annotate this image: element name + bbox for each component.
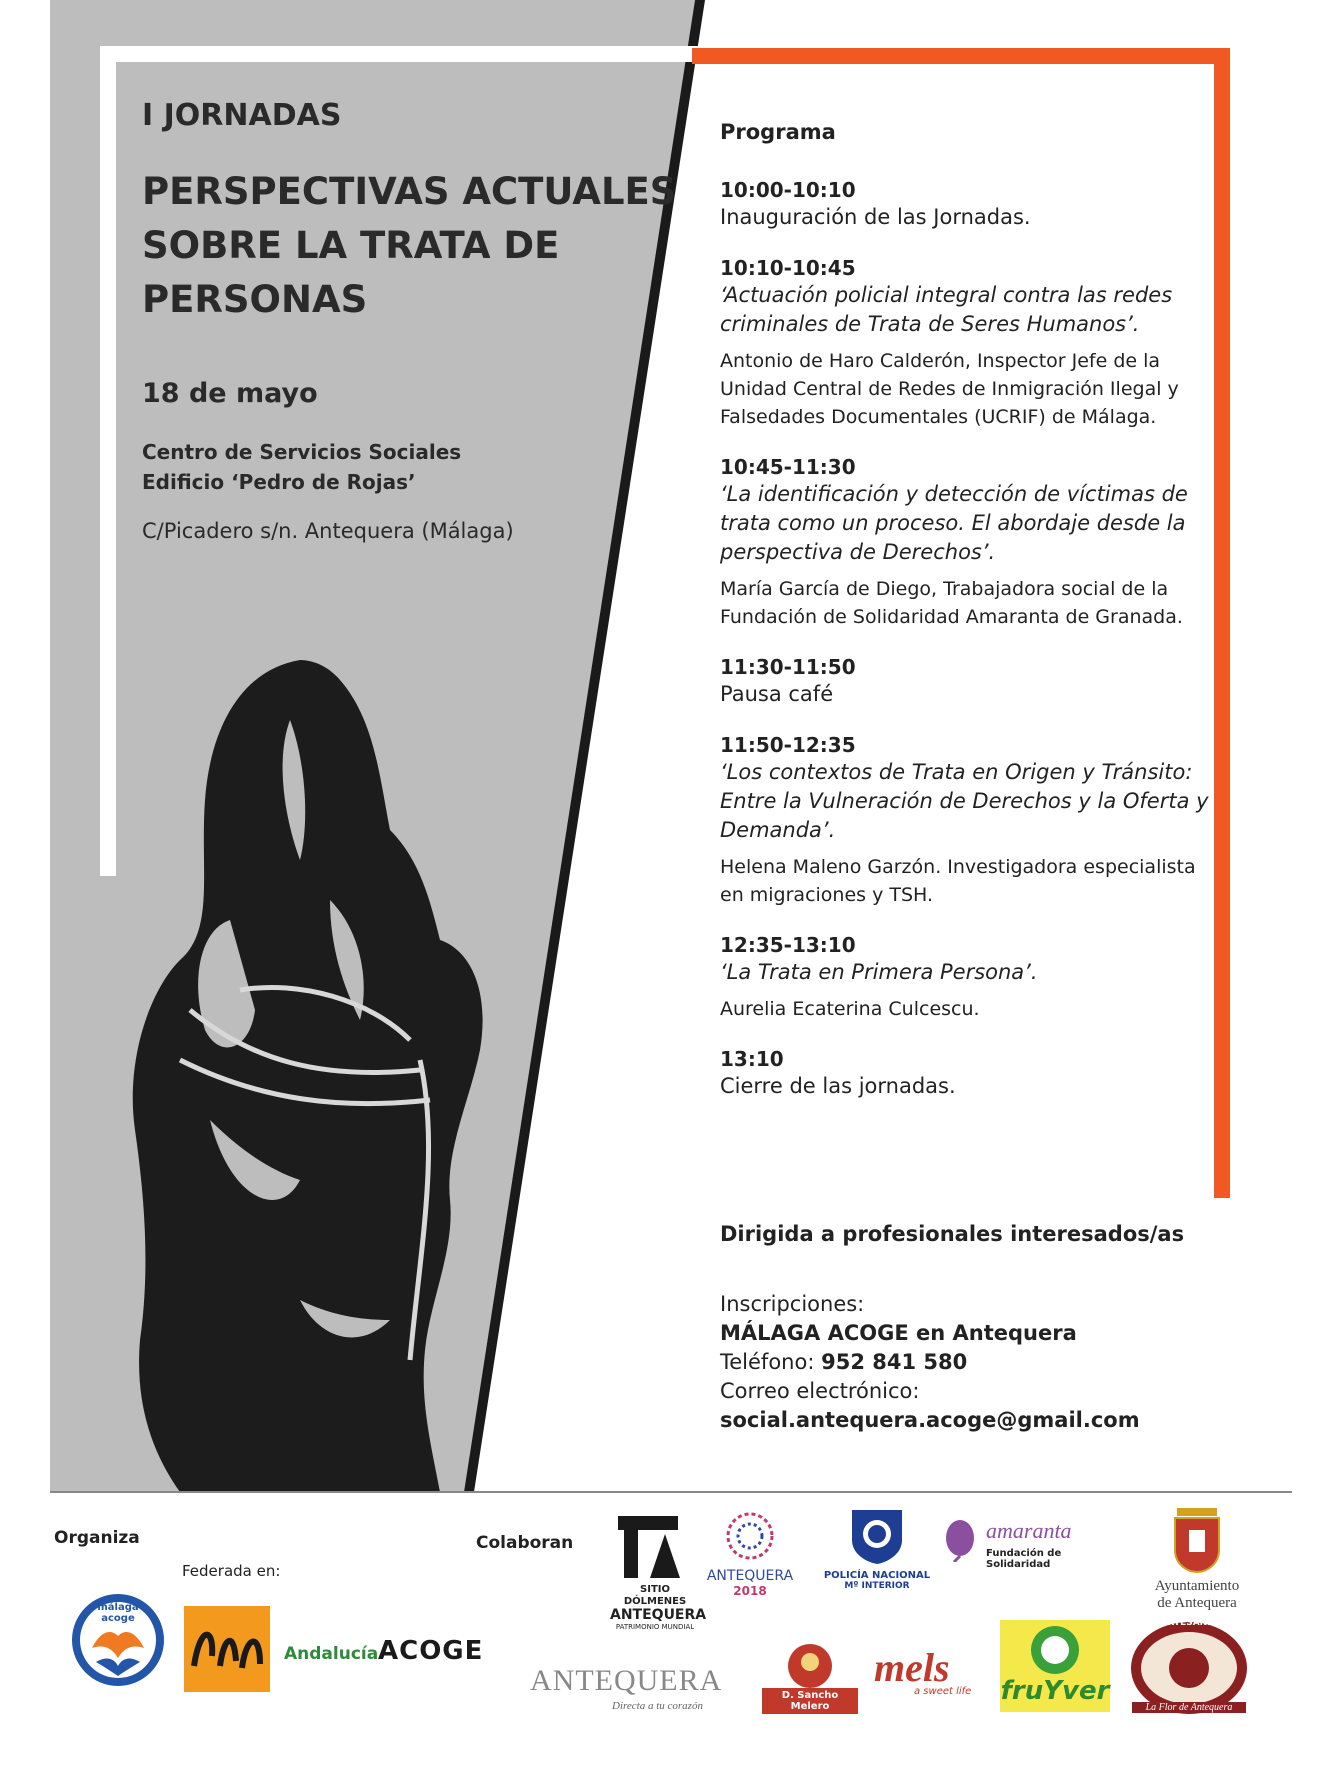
federada-label: Federada en: [182,1562,281,1580]
session-talk: ‘La identificación y detección de víctimas de trata como un proceso. El abordaje desde la perspectiva de Derechos’. [720,482,1188,564]
dolmenes-antequera-logo [610,1510,707,1631]
dolmenes-text-3: PATRIMONIO MUNDIAL [615,1623,695,1631]
session-title: Cierre de las jornadas. [720,1074,956,1098]
event-date: 18 de mayo [142,378,318,409]
policia-nacional-logo [822,1502,932,1612]
phone-number[interactable]: 952 841 580 [821,1350,968,1374]
artesania-text-1: ARTESANÍA [1160,1618,1218,1628]
email-link[interactable]: social.antequera.acoge@gmail.com [720,1408,1140,1432]
sancho-melero-text: D. Sancho Melero [762,1688,858,1714]
dolmenes-text-1: SITIO DÓLMENES [623,1584,687,1607]
mels-tagline: a sweet life [914,1686,972,1697]
antequera-tagline: Directa a tu corazón [612,1700,703,1712]
andalucia-acoge-logo [184,1606,270,1692]
fruyver-logo [1000,1620,1110,1712]
program-session [720,932,1220,1023]
session-time: 12:35-13:10 [720,933,856,957]
session-time: 13:10 [720,1047,784,1071]
edition-label: I JORNADAS [142,98,342,133]
session-speaker: Aurelia Ecaterina Culcescu. [720,998,980,1020]
program-session [720,654,1220,709]
program-section [720,120,1220,1124]
antequera-2018-text: ANTEQUERA [706,1568,794,1584]
session-speaker: Helena Maleno Garzón. Investigadora especialista en migraciones y TSH. [720,856,1196,906]
ayuntamiento-text-2: de Antequera [1157,1595,1237,1611]
session-speaker: María García de Diego, Trabajadora social de la Fundación de Solidaridad Amaranta de Granada. [720,578,1183,628]
session-time: 10:00-10:10 [720,178,856,202]
event-title [142,165,702,327]
amaranta-subtitle: Fundación de Solidaridad [986,1548,1062,1570]
malaga-acoge-logo-text: málaga acoge [97,1602,139,1624]
amaranta-text: amaranta [986,1518,1072,1543]
session-time: 10:10-10:45 [720,256,856,280]
amaranta-logo [940,1518,1120,1578]
session-title: Pausa café [720,682,834,706]
session-speaker: Antonio de Haro Calderón, Inspector Jefe de la Unidad Central de Redes de Inmigración Ilegal y Falsedades Documentales (UCRIF) de Málaga. [720,350,1179,428]
program-heading: Programa [720,120,836,144]
program-session [720,255,1220,431]
antequera-2018-year: 2018 [733,1584,767,1598]
email-label: Correo electrónico: [720,1379,920,1403]
session-talk: ‘La Trata en Primera Persona’. [720,960,1038,984]
event-title-line: SOBRE LA TRATA DE [142,224,560,267]
venue-name: Centro de Servicios Sociales [142,440,462,464]
registration-org: MÁLAGA ACOGE en Antequera [720,1321,1077,1345]
acoge-text: ACOGE [378,1636,484,1666]
program-session [720,177,1220,232]
program-session [720,1046,1220,1101]
fruyver-text: fruYver [1000,1676,1110,1706]
venue-address: C/Picadero s/n. Antequera (Málaga) [142,519,514,543]
session-time: 10:45-11:30 [720,455,856,479]
policia-text-2: Mº INTERIOR [844,1581,910,1591]
ayuntamiento-logo [1132,1494,1262,1622]
mels-text: mels [874,1645,950,1690]
andalucia-text: Andalucía [284,1644,379,1664]
dolmenes-text-2: ANTEQUERA [610,1607,707,1623]
policia-text-1: POLICÍA NACIONAL [823,1570,931,1581]
artesania-logo [1128,1616,1250,1716]
malaga-acoge-logo [70,1592,166,1688]
event-title-line: PERSPECTIVAS ACTUALES [142,170,677,213]
sancho-melero-logo [762,1640,858,1710]
phone-label: Teléfono: [720,1350,815,1374]
event-title-line: PERSONAS [142,278,368,321]
antequera-brand-logo: ANTEQUERA [530,1664,723,1697]
registration-phone-row [720,1348,1140,1377]
session-title: Inauguración de las Jornadas. [720,205,1031,229]
antequera-2018-logo [700,1508,800,1608]
organiza-label: Organiza [54,1528,140,1548]
registration-info [720,1290,1140,1435]
mels-logo [874,1646,974,1706]
program-session [720,454,1220,631]
program-session [720,732,1220,909]
session-time: 11:50-12:35 [720,733,856,757]
ayuntamiento-text-1: Ayuntamiento [1154,1578,1240,1594]
venue-building: Edificio ‘Pedro de Rojas’ [142,470,416,494]
session-time: 11:30-11:50 [720,655,856,679]
colaboran-label: Colaboran [476,1533,574,1553]
session-talk: ‘Los contextos de Trata en Origen y Tránsito: Entre la Vulneración de Derechos y la Oferta y Demanda’. [720,760,1209,842]
artesania-text-2: La Flor de Antequera [1132,1702,1246,1713]
audience-note: Dirigida a profesionales interesados/as [720,1222,1185,1246]
registration-label: Inscripciones: [720,1292,865,1316]
session-talk: ‘Actuación policial integral contra las redes criminales de Trata de Seres Humanos’. [720,283,1173,336]
